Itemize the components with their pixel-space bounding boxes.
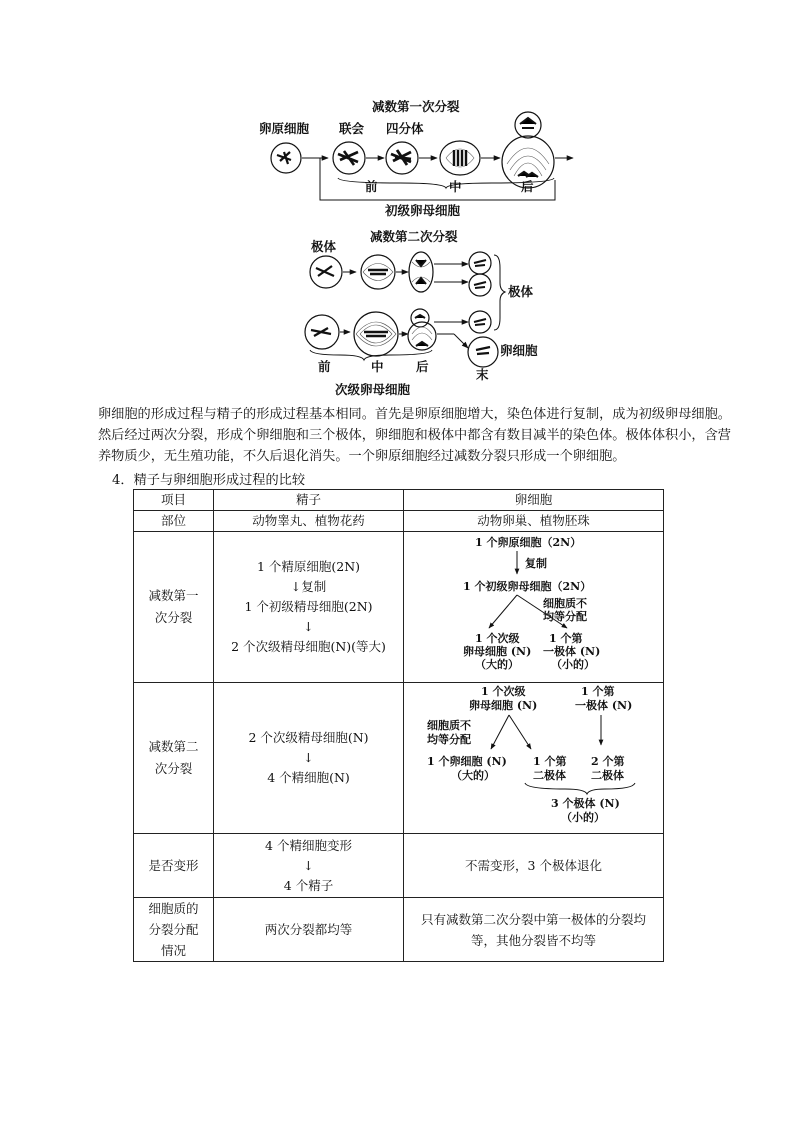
row-location-sperm: 动物睾丸、植物花药: [214, 511, 404, 532]
egg-m2-pb2-1: 2 个第: [590, 755, 624, 768]
stage-anaphase2: 后: [416, 359, 429, 374]
sperm-m2-line: 2 个次级精母细胞(N): [248, 730, 369, 745]
sperm-m1-line: 2 个次级精母细胞(N)(等大): [231, 639, 386, 654]
oogonium-label: 卵原细胞: [259, 121, 310, 136]
row-deform-label: 是否变形: [134, 834, 214, 898]
oocyte-metaphase2-cell: [354, 312, 398, 356]
comparison-table: [133, 489, 664, 962]
sperm-deform-line: 4 个精子: [283, 877, 334, 893]
sperm-deform-line: ↓: [303, 857, 314, 873]
egg-m1-right-3: （小的）: [550, 658, 595, 671]
tetrad-cell: [386, 142, 418, 174]
row-meiosis2-sperm: [214, 683, 404, 834]
egg-m2-pb1-2: 二极体: [532, 769, 566, 782]
egg-m2-pb1-1: 1 个第: [532, 755, 566, 768]
egg-m2-unequal-1: 细胞质不: [426, 719, 471, 732]
stage-telophase2: 末: [476, 367, 489, 382]
row-meiosis2-egg: [404, 683, 664, 834]
egg-m1-right-2: 一极体 (N): [542, 645, 600, 658]
tetrad-label: 四分体: [386, 121, 424, 136]
egg-m2-sum1: 3 个极体 (N): [550, 797, 620, 810]
egg-m1-mid: 1 个初级卵母细胞（2N）: [462, 580, 591, 593]
stage-metaphase1: 中: [449, 179, 462, 194]
row-meiosis1-label: 减数第一次分裂: [134, 532, 214, 683]
synapsis-cell: [333, 142, 365, 174]
polar-metaphase2-cell: [361, 255, 395, 289]
row-deform-sperm: [214, 834, 404, 898]
row-location: [134, 511, 664, 532]
row-meiosis1-egg: [404, 532, 664, 683]
egg-m2-egg1: 1 个卵细胞 (N): [426, 755, 507, 768]
sperm-m2-line: ↓: [303, 750, 314, 765]
secondary-oocyte-cell: [305, 315, 339, 349]
egg-m2-a2: 卵母细胞 (N): [468, 699, 537, 712]
egg-m1-left-2: 卵母细胞 (N): [462, 645, 531, 658]
polar-anaphase2-cell: [409, 252, 433, 292]
row-location-egg: 动物卵巢、植物胚珠: [404, 511, 664, 532]
egg-label: 卵细胞: [500, 343, 538, 358]
egg-m1-right-1: 1 个第: [548, 632, 582, 645]
row-meiosis2: [134, 683, 664, 834]
header-item: 项目: [134, 490, 214, 511]
row-meiosis2-label: 减数第二次分裂: [134, 683, 214, 834]
row-deform-egg: 不需变形，3 个极体退化: [404, 834, 664, 898]
header-sperm: 精子: [214, 490, 404, 511]
egg-m1-unequal-1: 细胞质不: [542, 597, 587, 610]
egg-m2-sum2: （小的）: [560, 811, 605, 824]
oogonium-cell: [271, 143, 301, 173]
egg-cell: [468, 337, 498, 367]
sperm-m1-line: ↓复制: [290, 579, 327, 594]
egg-m1-unequal-2: 均等分配: [542, 610, 587, 623]
anaphase1-cell: [502, 112, 554, 188]
egg-m1-left-3: （大的）: [474, 658, 519, 671]
stage-anaphase1: 后: [521, 179, 534, 194]
stage-metaphase2: 中: [371, 359, 384, 374]
row-meiosis1: [134, 532, 664, 683]
sperm-m1-line: ↓: [303, 619, 314, 634]
polar-body-cell: [310, 256, 342, 288]
egg-m1-flowchart: [405, 532, 663, 676]
synapsis-label: 联会: [339, 121, 365, 136]
egg-m2-pb2-2: 二极体: [590, 769, 624, 782]
paragraph-text: 卵细胞的形成过程与精子的形成过程基本相同。首先是卵原细胞增大，染色体进行复制，成为初级卵母细胞。然后经过两次分裂，形成个卵细胞和三个极体，卵细胞和极体中都含有数目减半的染色体。极体体积小，含营养物质少，无生殖功能，不久后退化消失。一个卵原细胞经过减数分裂只形成一个卵细胞。: [98, 407, 731, 464]
header-egg: 卵细胞: [404, 490, 664, 511]
row-location-label: 部位: [134, 511, 214, 532]
egg-m2-flowchart: [405, 683, 663, 827]
meiosis2-title: 减数第二次分裂: [370, 229, 458, 244]
section-heading: 4．精子与卵细胞形成过程的比较: [112, 473, 306, 488]
stage-prophase2: 前: [318, 359, 331, 374]
meiosis1-title: 减数第一次分裂: [372, 99, 460, 114]
stage-prophase1: 前: [365, 179, 378, 194]
row-deform: [134, 834, 664, 898]
egg-m2-b1: 1 个第: [580, 685, 614, 698]
row-division-label: 细胞质的分裂分配情况: [134, 898, 214, 962]
sperm-deform-line: 4 个精细胞变形: [265, 837, 352, 853]
polar-telophase-cells: [469, 252, 491, 333]
egg-m1-left-1: 1 个次级: [474, 632, 519, 645]
row-division-sperm: 两次分裂都均等: [214, 898, 404, 962]
polar-body-label-right: 极体: [508, 284, 534, 299]
metaphase1-cell: [440, 141, 480, 175]
oocyte-anaphase2-cell: [408, 309, 436, 350]
description-paragraph: [98, 404, 734, 467]
row-division-egg: 只有减数第二次分裂中第一极体的分裂均等，其他分裂皆不均等: [404, 898, 664, 962]
row-meiosis1-sperm: [214, 532, 404, 683]
egg-m2-egg2: （大的）: [450, 769, 495, 782]
sperm-m1-line: 1 个精原细胞(2N): [256, 559, 361, 574]
egg-m1-copy: 复制: [524, 557, 547, 570]
primary-oocyte-label: 初级卵母细胞: [385, 203, 461, 218]
row-division: [134, 898, 664, 962]
table-header-row: [134, 490, 664, 511]
egg-m2-unequal-2: 均等分配: [426, 733, 471, 746]
egg-m1-top: 1 个卵原细胞（2N）: [474, 536, 581, 549]
egg-m2-a1: 1 个次级: [480, 685, 525, 698]
polar-body-label-top: 极体: [311, 239, 337, 254]
egg-m2-b2: 一极体 (N): [574, 699, 632, 712]
secondary-oocyte-label: 次级卵母细胞: [335, 382, 411, 397]
oogenesis-diagram: [0, 0, 794, 400]
sperm-m2-line: 4 个精细胞(N): [267, 770, 350, 785]
sperm-m1-line: 1 个初级精母细胞(2N): [244, 599, 373, 614]
